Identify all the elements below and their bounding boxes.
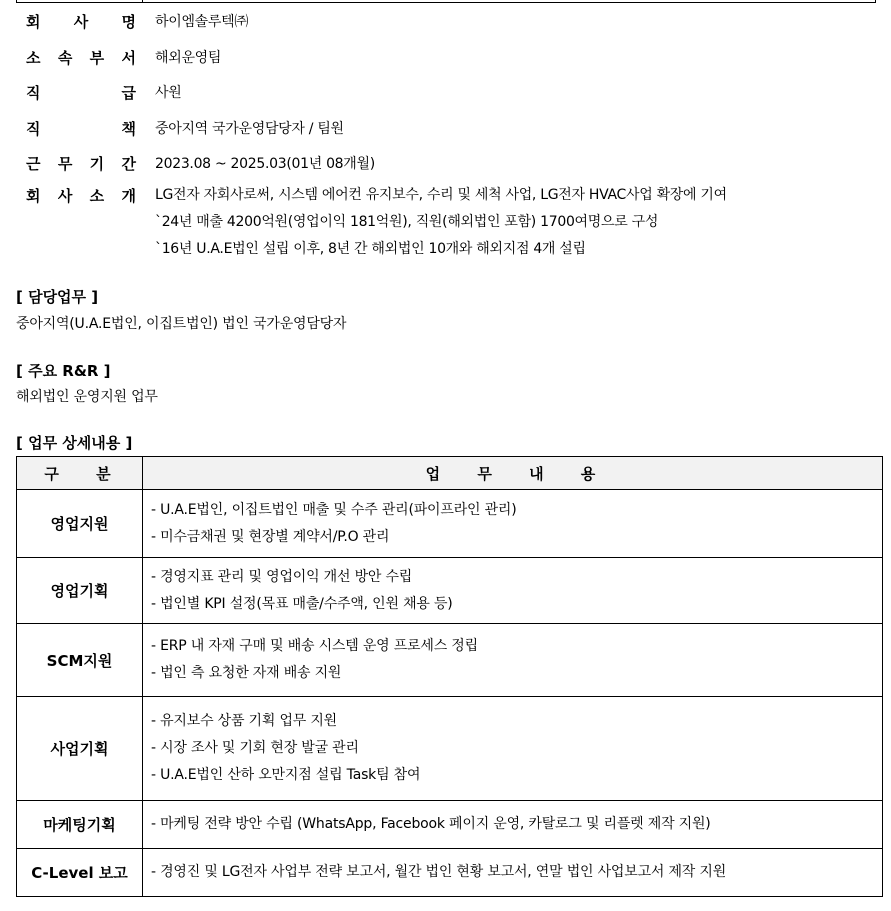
row-content: [143, 490, 883, 558]
position-value: 중아지역 국가운영담당자 / 팀원: [155, 121, 344, 137]
row-content: [143, 849, 883, 897]
table-row: [17, 849, 883, 897]
top-border-tick: [142, 0, 143, 3]
col-content-header: 업 무 내 용: [143, 457, 883, 490]
content-item: - 마케팅 전략 방안 수립 (WhatsApp, Facebook 페이지 운영, 카탈로그 및 리플렛 제작 지원): [151, 816, 711, 832]
table-row: [17, 558, 883, 624]
dept-value: 해외운영팀: [155, 50, 222, 66]
table-row: [17, 697, 883, 801]
row-category: C-Level 보고: [17, 849, 143, 897]
content-item: - 시장 조사 및 기회 현장 발굴 관리: [151, 740, 359, 756]
row-category: 사업기획: [17, 697, 143, 801]
info-label: 회 사 소 개: [26, 187, 136, 205]
content-item: - U.A.E법인, 이집트법인 매출 및 수주 관리(파이프라인 관리): [151, 501, 517, 518]
company-value: 하이엠솔루텍㈜: [155, 14, 249, 30]
row-content: [143, 624, 883, 697]
intro-line: `16년 U.A.E법인 설립 이후, 8년 간 해외법인 10개와 해외지점 4개 설립: [155, 241, 586, 257]
info-label: 직 급: [26, 84, 136, 102]
col-category-header: 구 분: [17, 457, 143, 490]
content-item: - 법인별 KPI 설정(목표 매출/수주액, 인원 채용 등): [151, 595, 453, 612]
row-category: SCM지원: [17, 624, 143, 697]
info-label: 회 사 명: [26, 13, 136, 31]
period-value: 2023.08 ~ 2025.03(01년 08개월): [155, 156, 375, 172]
info-label: 직 책: [26, 120, 136, 138]
table-header-row: [17, 457, 883, 490]
details-table: [16, 456, 883, 897]
row-category: 영업기획: [17, 558, 143, 624]
content-item: - 경영지표 관리 및 영업이익 개선 방안 수립: [151, 568, 413, 585]
intro-line: `24년 매출 4200억원(영업이익 181억원), 직원(해외법인 포함) 1700여명으로 구성: [155, 214, 659, 230]
top-border-tick: [16, 0, 17, 3]
info-label: 근 무 기 간: [26, 155, 136, 173]
top-border-tick: [875, 0, 876, 3]
intro-line: LG전자 자회사로써, 시스템 에어컨 유지보수, 수리 및 세척 사업, LG전자 HVAC사업 확장에 기여: [155, 187, 727, 203]
table-row: [17, 624, 883, 697]
duty-text: 중아지역(U.A.E법인, 이집트법인) 법인 국가운영담당자: [16, 316, 347, 332]
row-content: [143, 558, 883, 624]
top-border: [16, 0, 876, 3]
content-item: - U.A.E법인 산하 오만지점 설립 Task팀 참여: [151, 767, 421, 783]
details-heading: [ 업무 상세내용 ]: [16, 434, 133, 452]
table-row: [17, 490, 883, 558]
content-item: - 경영진 및 LG전자 사업부 전략 보고서, 월간 법인 현황 보고서, 연말 법인 사업보고서 제작 지원: [151, 864, 727, 880]
rnr-text: 해외법인 운영지원 업무: [16, 389, 158, 405]
content-item: - 미수금채권 및 현장별 계약서/P.O 관리: [151, 528, 390, 545]
rnr-heading: [ 주요 R&R ]: [16, 362, 111, 380]
info-label: 소 속 부 서: [26, 49, 136, 67]
row-content: [143, 697, 883, 801]
content-item: - 유지보수 상품 기획 업무 지원: [151, 713, 337, 729]
content-item: - ERP 내 자재 구매 및 배송 시스템 운영 프로세스 정립: [151, 638, 478, 654]
row-category: 마케팅기획: [17, 801, 143, 849]
duty-heading: [ 담당업무 ]: [16, 288, 99, 306]
row-content: [143, 801, 883, 849]
table-row: [17, 801, 883, 849]
rank-value: 사원: [155, 85, 182, 101]
intro-value: [155, 185, 727, 266]
content-item: - 법인 측 요청한 자재 배송 지원: [151, 665, 342, 681]
row-category: 영업지원: [17, 490, 143, 558]
